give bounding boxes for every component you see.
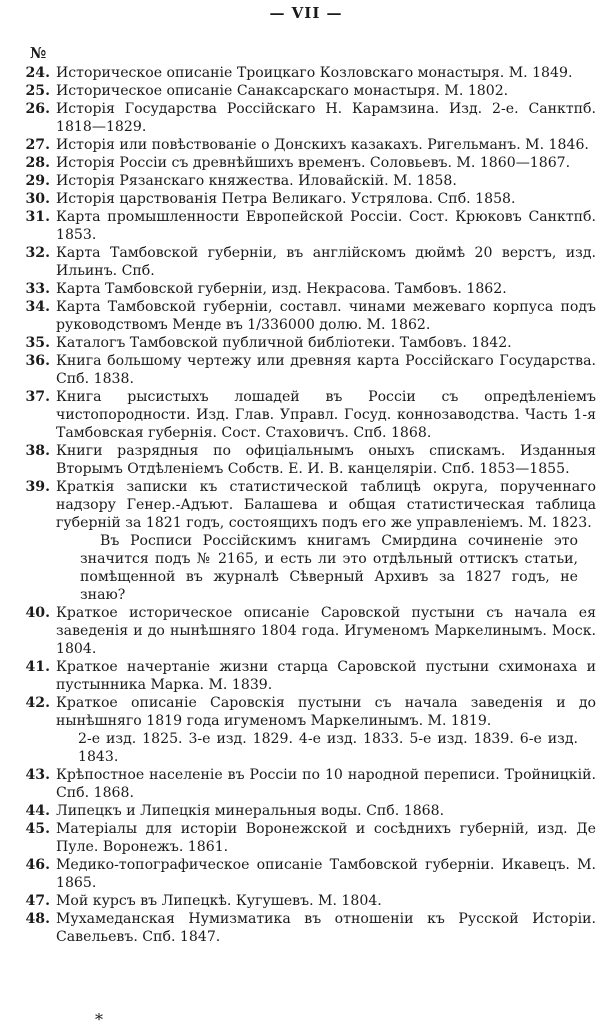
entry-number: 30.: [25, 191, 50, 207]
entry-number: 35.: [25, 335, 50, 351]
entry-text: Исторія Рязанскаго княжества. Иловайскій. М. 1858.: [56, 173, 457, 189]
entry-text: Исторія Россіи съ древнѣйшихъ временъ. Соловьевъ. М. 1860—1867.: [56, 155, 571, 171]
entry-text: Карта Тамбовской губерніи, въ англійскомъ дюймѣ 20 верстъ, изд. Ильинъ. Спб.: [56, 245, 596, 279]
entry-text: Исторія или повѣствованіе о Донскихъ казакахъ. Ригельманъ. М. 1846.: [56, 137, 589, 153]
bibliography-entry: [22, 658, 596, 694]
entry-text: Карта Тамбовской губерніи, изд. Некрасова. Тамбовъ. 1862.: [56, 281, 507, 297]
entry-text: Карта Тамбовской губерніи, составл. чинами межеваго корпуса подъ руководствомъ Менде въ 1/336000 долю. М. 1862.: [56, 299, 596, 333]
entry-text: Краткія записки къ статистической таблицѣ округа, порученнаго надзору Генер.-Адъют. Балашева и общая статистическая таблица губерній за 1821 годъ, состоящихъ подъ его же управленіемъ. М. 1823.: [56, 479, 596, 531]
bibliography-entry: [22, 334, 596, 352]
numero-label: №: [30, 44, 47, 62]
entry-number: 39.: [25, 479, 50, 495]
bibliography-entry: [22, 478, 596, 532]
bibliography-entry: [22, 244, 596, 280]
entry-text: Краткое описаніе Саровскія пустыни съ начала заведенія и до нынѣшняго 1819 года игуменомъ Маркелинымъ. М. 1819.: [56, 695, 596, 729]
bibliography-entry: [22, 298, 596, 334]
entry-number: 26.: [25, 101, 50, 117]
entry-text: Липецкъ и Липецкія минеральныя воды. Спб. 1868.: [56, 803, 445, 819]
entry-number: 43.: [25, 767, 50, 783]
page-number: — VII —: [269, 4, 343, 22]
entry-text: Книга большому чертежу или древняя карта Россійскаго Государства. Спб. 1838.: [56, 353, 596, 387]
bibliography-entry: [22, 604, 596, 658]
bibliography-entry: [22, 64, 596, 82]
bibliography-entry: [22, 694, 596, 730]
entry-number: 24.: [25, 65, 50, 81]
bibliography-entry: [22, 280, 596, 298]
entry-text: Мой курсъ въ Липецкѣ. Кугушевъ. М. 1804.: [56, 893, 382, 909]
entry-number: 33.: [25, 281, 50, 297]
bibliography-entry: [22, 802, 596, 820]
entry-text: Историческое описаніе Санаксарскаго монастыря. М. 1802.: [56, 83, 509, 99]
entry-number: 45.: [25, 821, 50, 837]
entry-number: 27.: [25, 137, 50, 153]
bibliography-entry: [22, 820, 596, 856]
bibliography-entry: [22, 892, 596, 910]
bibliography-entry: [22, 208, 596, 244]
bibliography-entry: [22, 910, 596, 946]
entry-text: Исторія Государства Россійскаго Н. Карамзина. Изд. 2-е. Санктпб. 1818—1829.: [56, 101, 596, 135]
entry-number: 36.: [25, 353, 50, 369]
bibliography-entry: [22, 172, 596, 190]
entry-note: 2-е изд. 1825. 3-е изд. 1829. 4-е изд. 1833. 5-е изд. 1839. 6-е изд. 1843.: [78, 731, 578, 765]
bibliography-list: [22, 64, 596, 946]
entry-number: 29.: [25, 173, 50, 189]
bibliography-entry: [22, 136, 596, 154]
bibliography-entry: [22, 856, 596, 892]
entry-number: 31.: [25, 209, 50, 225]
entry-number: 32.: [25, 245, 50, 261]
entry-number: 41.: [25, 659, 50, 675]
entry-number: 48.: [25, 911, 50, 927]
entry-text: Исторія царствованія Петра Великаго. Устрялова. Спб. 1858.: [56, 191, 516, 207]
entry-text: Краткое историческое описаніе Саровской пустыни съ начала ея заведенія и до нынѣшняго 1804 года. Игуменомъ Маркелинымъ. Моск. 1804.: [56, 605, 596, 657]
entry-text: Матеріалы для исторіи Воронежской и сосѣднихъ губерній, изд. Де Пуле. Воронежъ. 1861.: [56, 821, 596, 855]
footer-asterisk: *: [95, 1010, 103, 1029]
entry-text: Книги разрядныя по офиціальнымъ оныхъ спискамъ. Изданныя Вторымъ Отдѣленіемъ Собств. Е. И. В. канцеляріи. Спб. 1853—1855.: [56, 443, 596, 477]
bibliography-entry: [22, 154, 596, 172]
entry-note: Въ Росписи Россійскимъ книгамъ Смирдина сочиненіе это значится подъ № 2165, и есть ли это отдѣльный оттискъ статьи, помѣщенной въ журналѣ Сѣверный Архивъ за 1827 годъ, не знаю?: [80, 533, 578, 603]
entry-text: Краткое начертаніе жизни старца Саровской пустыни схимонаха и пустынника Марка. М. 1839.: [56, 659, 596, 693]
entry-text: Карта промышленности Европейской Россіи. Сост. Крюковъ Санктпб. 1853.: [56, 209, 596, 243]
entry-text: Крѣпостное населеніе въ Россіи по 10 народной переписи. Тройницкій. Спб. 1868.: [56, 767, 596, 801]
bibliography-entry: [22, 388, 596, 442]
entry-number: 47.: [25, 893, 50, 909]
entry-text: Медико-топографическое описаніе Тамбовской губерніи. Икавецъ. М. 1865.: [56, 857, 596, 891]
entry-number: 44.: [25, 803, 50, 819]
bibliography-entry: [22, 766, 596, 802]
bibliography-entry: [22, 442, 596, 478]
entry-number: 25.: [25, 83, 50, 99]
bibliography-entry: [22, 100, 596, 136]
bibliography-entry: [22, 82, 596, 100]
entry-number: 34.: [25, 299, 50, 315]
entry-number: 42.: [25, 695, 50, 711]
entry-number: 28.: [25, 155, 50, 171]
entry-number: 40.: [25, 605, 50, 621]
bibliography-entry: [22, 352, 596, 388]
entry-text: Книга рысистыхъ лошадей въ Россіи съ опредѣленіемъ чистопородности. Изд. Глав. Управл. Госуд. коннозаводства. Часть 1-я Тамбовская губернія. Сост. Стаховичъ. Спб. 1868.: [56, 389, 596, 441]
entry-text: Историческое описаніе Троицкаго Козловскаго монастыря. М. 1849.: [56, 65, 573, 81]
entry-text: Каталогъ Тамбовской публичной библіотеки. Тамбовъ. 1842.: [56, 335, 512, 351]
entry-number: 38.: [25, 443, 50, 459]
entry-text: Мухамеданская Нумизматика въ отношеніи къ Русской Исторіи. Савельевъ. Спб. 1847.: [56, 911, 596, 945]
entry-number: 37.: [25, 389, 50, 405]
entry-number: 46.: [25, 857, 50, 873]
bibliography-entry: [22, 190, 596, 208]
